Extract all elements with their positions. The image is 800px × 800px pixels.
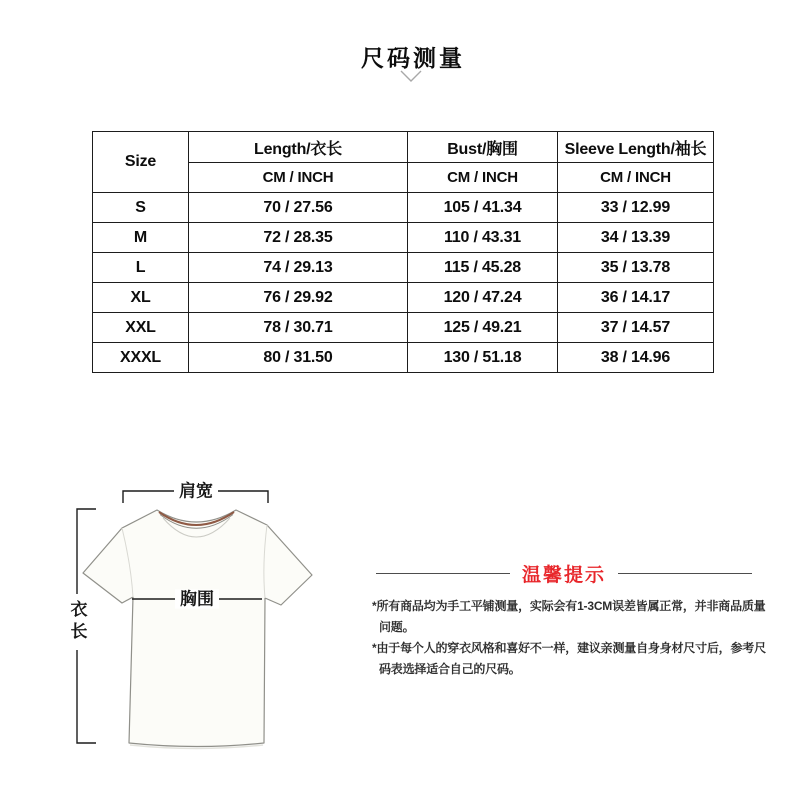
sleeve-unit-header: CM / INCH bbox=[558, 163, 714, 193]
tips-title: 温馨提示 bbox=[522, 564, 607, 586]
table-row-xl bbox=[93, 283, 714, 313]
length-cell: 70 / 27.56 bbox=[189, 193, 408, 223]
tips-left-rule bbox=[376, 573, 510, 574]
sleeve-cell: 37 / 14.57 bbox=[558, 313, 714, 343]
length-cell: 72 / 28.35 bbox=[189, 223, 408, 253]
size-cell: M bbox=[93, 223, 189, 253]
bust-cell: 130 / 51.18 bbox=[408, 343, 558, 373]
tips-header bbox=[376, 561, 752, 585]
bust-cell: 120 / 47.24 bbox=[408, 283, 558, 313]
sleeve-cell: 33 / 12.99 bbox=[558, 193, 714, 223]
sleeve-cell: 35 / 13.78 bbox=[558, 253, 714, 283]
sleeve-column-header: Sleeve Length/袖长 bbox=[558, 132, 714, 163]
tips-section bbox=[372, 561, 772, 680]
garment-length-label: 衣长 bbox=[68, 594, 87, 650]
length-unit-header: CM / INCH bbox=[189, 163, 408, 193]
size-cell: S bbox=[93, 193, 189, 223]
length-cell: 78 / 30.71 bbox=[189, 313, 408, 343]
length-column-header: Length/衣长 bbox=[189, 132, 408, 163]
tips-body bbox=[372, 596, 772, 680]
chevron-down-icon bbox=[400, 70, 422, 88]
tips-paragraph: *所有商品均为手工平铺测量，实际会有1-3CM误差皆属正常，并非商品质量问题。 bbox=[372, 599, 766, 634]
bust-column-header: Bust/胸围 bbox=[408, 132, 558, 163]
length-cell: 74 / 29.13 bbox=[189, 253, 408, 283]
bust-cell: 115 / 45.28 bbox=[408, 253, 558, 283]
table-row-xxxl bbox=[93, 343, 714, 373]
tshirt-measurement-diagram bbox=[60, 460, 330, 760]
shoulder-width-label: 肩宽 bbox=[174, 482, 218, 501]
page-title: 尺码测量 bbox=[361, 45, 465, 71]
size-cell: XXXL bbox=[93, 343, 189, 373]
tips-right-rule bbox=[618, 573, 752, 574]
size-table bbox=[92, 131, 714, 373]
size-cell: XXL bbox=[93, 313, 189, 343]
length-cell: 76 / 29.92 bbox=[189, 283, 408, 313]
table-row-s bbox=[93, 193, 714, 223]
sleeve-cell: 36 / 14.17 bbox=[558, 283, 714, 313]
bust-cell: 105 / 41.34 bbox=[408, 193, 558, 223]
table-row-m bbox=[93, 223, 714, 253]
tshirt-illustration bbox=[60, 460, 330, 760]
table-row-l bbox=[93, 253, 714, 283]
bust-unit-header: CM / INCH bbox=[408, 163, 558, 193]
table-row-xxl bbox=[93, 313, 714, 343]
size-cell: L bbox=[93, 253, 189, 283]
bust-label: 胸围 bbox=[175, 590, 219, 609]
sleeve-cell: 34 / 13.39 bbox=[558, 223, 714, 253]
tips-paragraph: *由于每个人的穿衣风格和喜好不一样，建议亲测量自身身材尺寸后，参考尺码表选择适合自己的尺码。 bbox=[372, 641, 766, 676]
sleeve-cell: 38 / 14.96 bbox=[558, 343, 714, 373]
bust-cell: 125 / 49.21 bbox=[408, 313, 558, 343]
bust-cell: 110 / 43.31 bbox=[408, 223, 558, 253]
length-cell: 80 / 31.50 bbox=[189, 343, 408, 373]
size-column-header: Size bbox=[93, 132, 189, 193]
size-cell: XL bbox=[93, 283, 189, 313]
